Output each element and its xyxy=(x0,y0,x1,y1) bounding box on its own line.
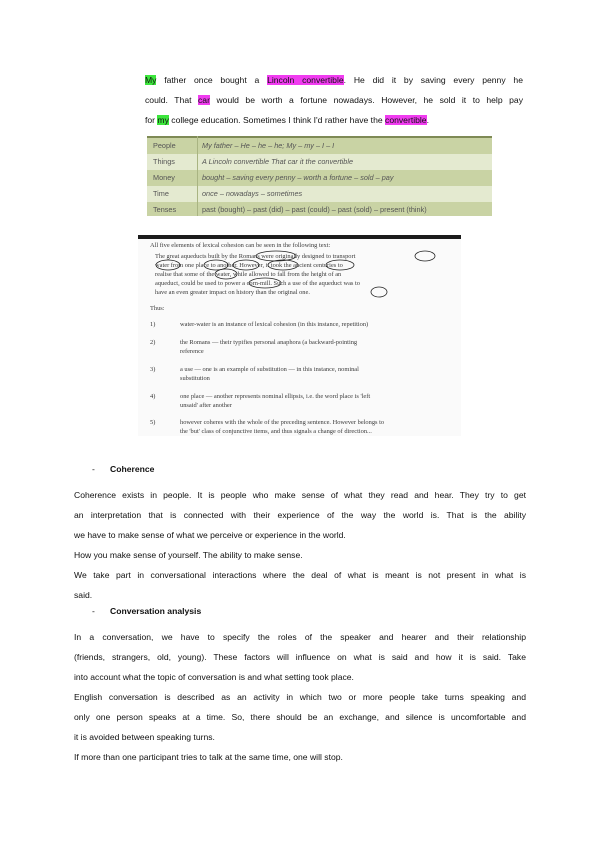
table-row-value: A Lincoln convertible That car it the convertible xyxy=(202,157,354,166)
table-row xyxy=(147,202,492,216)
table-row-value: My father – He – he – he; My – my – I – I xyxy=(202,141,335,150)
circle-water xyxy=(156,260,180,270)
scan-line: have an even greater impact on history than the original one. xyxy=(155,289,310,296)
coherence-line: Coherence exists in people. It is people who make sense of what they read and hear. They try to get xyxy=(74,490,526,500)
table-row-label: Tenses xyxy=(153,205,177,214)
intro-text: could. That xyxy=(145,95,198,105)
coherence-line: We take part in conversational interactions where the deal of what is meant is not present in what is xyxy=(74,570,526,580)
intro-text: for xyxy=(145,115,158,125)
highlight-lincoln-convertible: Lincoln convertible xyxy=(267,75,344,85)
conversation-line: English conversation is described as an activity in which two or more people take turns speaking and xyxy=(74,692,526,702)
table-row-label: Time xyxy=(153,189,169,198)
intro-text: . He did it by saving every penny he xyxy=(343,75,523,85)
circle-ancient xyxy=(326,260,354,270)
intro-line-3 xyxy=(145,110,523,130)
circle-such-a-use xyxy=(249,278,281,288)
scan-item-line: the 'but' class of conjunctive items, and thus signals a change of direction... xyxy=(180,428,372,435)
highlight-car: car xyxy=(198,95,210,105)
highlight-my: My xyxy=(145,75,157,85)
conversation-line: into account what the topic of conversation is and what setting took place. xyxy=(74,672,354,682)
heading-coherence: Coherence xyxy=(110,464,155,474)
coherence-line: an interpretation that is connected with their experience of the way the world is. That is the ability xyxy=(74,510,526,520)
scan-line: The great aqueducts built by the Romans were originally designed to transport xyxy=(155,253,356,260)
scan-line: water from one place to another. However, it took the ancient centuries to xyxy=(155,262,343,269)
intro-paragraph xyxy=(145,70,523,130)
conversation-line: In a conversation, we have to specify the roles of the speaker and hearer and their relationship xyxy=(74,632,526,642)
scan-item-line: unsaid' after another xyxy=(180,402,232,409)
scan-item-number: 2) xyxy=(150,339,156,346)
scan-item-line: reference xyxy=(180,348,204,355)
scan-thus: Thus: xyxy=(150,305,165,312)
scan-item-number: 3) xyxy=(150,366,156,373)
handwritten-circles xyxy=(138,235,461,305)
intro-text: father once bought a xyxy=(156,75,268,85)
scan-item-number: 4) xyxy=(150,393,156,400)
circle-place xyxy=(204,260,228,270)
circle-however xyxy=(268,260,298,270)
cohesion-table xyxy=(147,136,492,216)
scan-line: realise that some of the water, while allowed to fall from the height of an xyxy=(155,271,342,278)
circle-one xyxy=(371,287,387,297)
intro-text: . xyxy=(426,115,429,125)
scan-line: aqueduct, could be used to power a corn-mill. Such a use of the aqueduct was to xyxy=(155,280,360,287)
circle-another xyxy=(233,260,259,270)
conversation-line: only one person speaks at a time. So, there should be an exchange, and silence is uncomfortable and xyxy=(74,712,526,722)
table-column-divider xyxy=(197,136,198,216)
conversation-paragraph xyxy=(74,627,526,767)
table-row-value: bought – saving every penny – worth a fortune – sold – pay xyxy=(202,173,394,182)
table-row-value: once – nowadays – sometimes xyxy=(202,189,303,198)
scan-item-line: substitution xyxy=(180,375,210,382)
conversation-line: If more than one participant tries to talk at the same time, one will stop. xyxy=(74,752,343,762)
table-row xyxy=(147,154,492,170)
table-row-label: Things xyxy=(153,157,175,166)
coherence-line: we have to make sense of what we perceive or experience in the world. xyxy=(74,530,346,540)
circle-water-2 xyxy=(215,269,237,279)
scan-item-line: one place — another represents nominal ellipsis, i.e. the word place is 'left xyxy=(180,393,371,400)
intro-text: would be worth a fortune nowadays. However, he sold it to help pay xyxy=(209,95,523,105)
table-row xyxy=(147,186,492,202)
coherence-line: How you make sense of yourself. The ability to make sense. xyxy=(74,550,303,560)
scan-line: All five elements of lexical cohesion can be seen in the following text: xyxy=(150,242,331,249)
conversation-line: it is avoided between speaking turns. xyxy=(74,732,215,742)
circle-transport xyxy=(415,251,435,261)
bullet-coherence: - xyxy=(92,464,95,474)
conversation-line: (friends, strangers, old, young). These factors will influence on what is said and how it is said. Take xyxy=(74,652,526,662)
heading-conversation-analysis: Conversation analysis xyxy=(110,606,202,616)
scan-item-number: 5) xyxy=(150,419,156,426)
scan-item-line: the Romans — their typifies personal anaphora (a backward-pointing xyxy=(180,339,358,346)
table-row xyxy=(147,170,492,186)
scanned-excerpt xyxy=(138,235,461,436)
coherence-paragraph xyxy=(74,485,526,605)
bullet-conversation: - xyxy=(92,606,95,616)
table-row-label: Money xyxy=(153,173,175,182)
intro-line-1 xyxy=(145,70,523,90)
table-row-value: past (bought) – past (did) – past (could) – past (sold) – present (think) xyxy=(202,205,427,214)
scan-item-line: water-water is an instance of lexical cohesion (in this instance, repetition) xyxy=(180,321,369,328)
highlight-convertible: convertible xyxy=(385,115,427,125)
scan-item-line: however coheres with the whole of the preceding sentence. However belongs to xyxy=(180,419,385,426)
coherence-line: said. xyxy=(74,590,93,600)
circle-romans xyxy=(256,251,296,261)
scan-item-line: a use — one is an example of substitution — in this instance, nominal xyxy=(180,366,359,373)
intro-line-2 xyxy=(145,90,523,110)
table-row-label: People xyxy=(153,141,176,150)
table-row xyxy=(147,138,492,154)
highlight-my-2: my xyxy=(157,115,169,125)
intro-text: college education. Sometimes I think I'd rather have the xyxy=(168,115,386,125)
scan-item-number: 1) xyxy=(150,321,156,328)
